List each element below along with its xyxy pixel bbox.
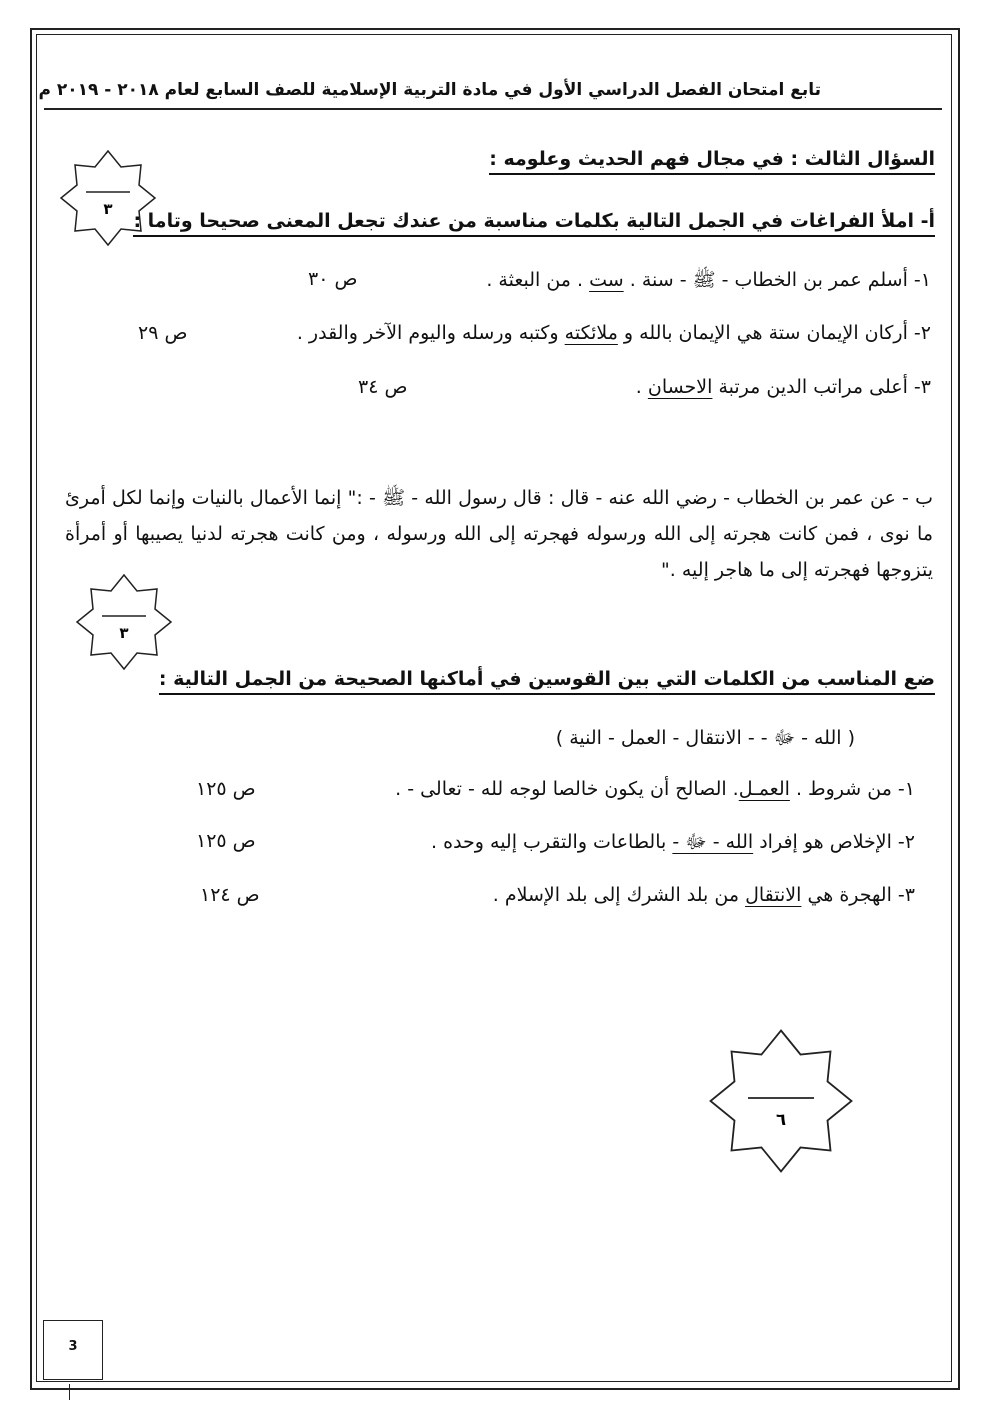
score-b-value: ٣ bbox=[119, 624, 129, 642]
match-page-ref-1: ص ١٢٥ bbox=[196, 778, 256, 800]
part-a-title: أ- املأ الفراغات في الجمل التالية بكلمات مناسبة من عندك تجعل المعنى صحيحا وتاما : bbox=[133, 210, 935, 237]
question3-title: السؤال الثالث : في مجال فهم الحديث وعلومه : bbox=[489, 148, 935, 175]
page-number-box bbox=[43, 1320, 103, 1380]
fill-item-3: ٣- أعلى مراتب الدين مرتبة الاحسان . bbox=[635, 376, 931, 398]
page-ref-2: ص ٢٩ bbox=[138, 322, 188, 344]
match-answer-1: العمـل bbox=[738, 778, 790, 800]
match-answer-3: الانتقال bbox=[745, 884, 802, 906]
corner-mark bbox=[69, 1384, 70, 1400]
page-ref-1: ص ٣٠ bbox=[308, 268, 358, 290]
match-answer-2: الله - ﷻ - bbox=[672, 831, 754, 853]
part-b-title: ضع المناسب من الكلمات التي بين القوسين في أماكنها الصحيحة من الجمل التالية : bbox=[159, 668, 935, 695]
word-choices: ( الله - ﷻ - - الانتقال - العمل - النية ) bbox=[555, 727, 855, 749]
fill-item-2: ٢- أركان الإيمان ستة هي الإيمان بالله و ملائكته وكتبه ورسله واليوم الآخر والقدر . bbox=[296, 322, 931, 344]
page-ref-3: ص ٣٤ bbox=[358, 376, 408, 398]
score-badge-b bbox=[74, 572, 174, 672]
match-page-ref-3: ص ١٢٤ bbox=[200, 884, 260, 906]
exam-header: تابع امتحان الفصل الدراسي الأول في مادة التربية الإسلامية للصف السابع لعام ٢٠١٨ - ٢٠١٩ م bbox=[38, 80, 821, 100]
page-number: 3 bbox=[68, 1339, 78, 1354]
total-score-value: ٦ bbox=[775, 1110, 787, 1129]
score-a-value: ٣ bbox=[103, 200, 113, 218]
match-item-1: ١- من شروط . العمـل. الصالح أن يكون خالصا لوجه لله - تعالى - . bbox=[395, 778, 915, 800]
match-item-2: ٢- الإخلاص هو إفراد الله - ﷻ - بالطاعات والتقرب إليه وحده . bbox=[431, 831, 915, 853]
fill-answer-2: ملائكته bbox=[564, 322, 618, 344]
fill-answer-1: ست bbox=[589, 269, 624, 291]
match-page-ref-2: ص ١٢٥ bbox=[196, 830, 256, 852]
total-score-badge bbox=[706, 1026, 856, 1176]
header-divider bbox=[44, 108, 942, 110]
fill-item-1: ١- أسلم عمر بن الخطاب - ﷺ - سنة . ست . من البعثة . bbox=[486, 269, 931, 291]
fill-answer-3: الاحسان bbox=[647, 376, 713, 398]
match-item-3: ٣- الهجرة هي الانتقال من بلد الشرك إلى بلد الإسلام . bbox=[492, 884, 915, 906]
hadith-text: ب - عن عمر بن الخطاب - رضي الله عنه - قال : قال رسول الله - ﷺ - :" إنما الأعمال بالنيات وإنما لكل أمرئ ما نوى ، فمن كانت هجرته إلى الله ورسوله فهجرته إلى الله ورسوله ، ومن كانت هجرته لدنيا يصيبها أو أمرأة يتزوجها فهجرته إلى ما هاجر إليه ." bbox=[65, 487, 933, 581]
